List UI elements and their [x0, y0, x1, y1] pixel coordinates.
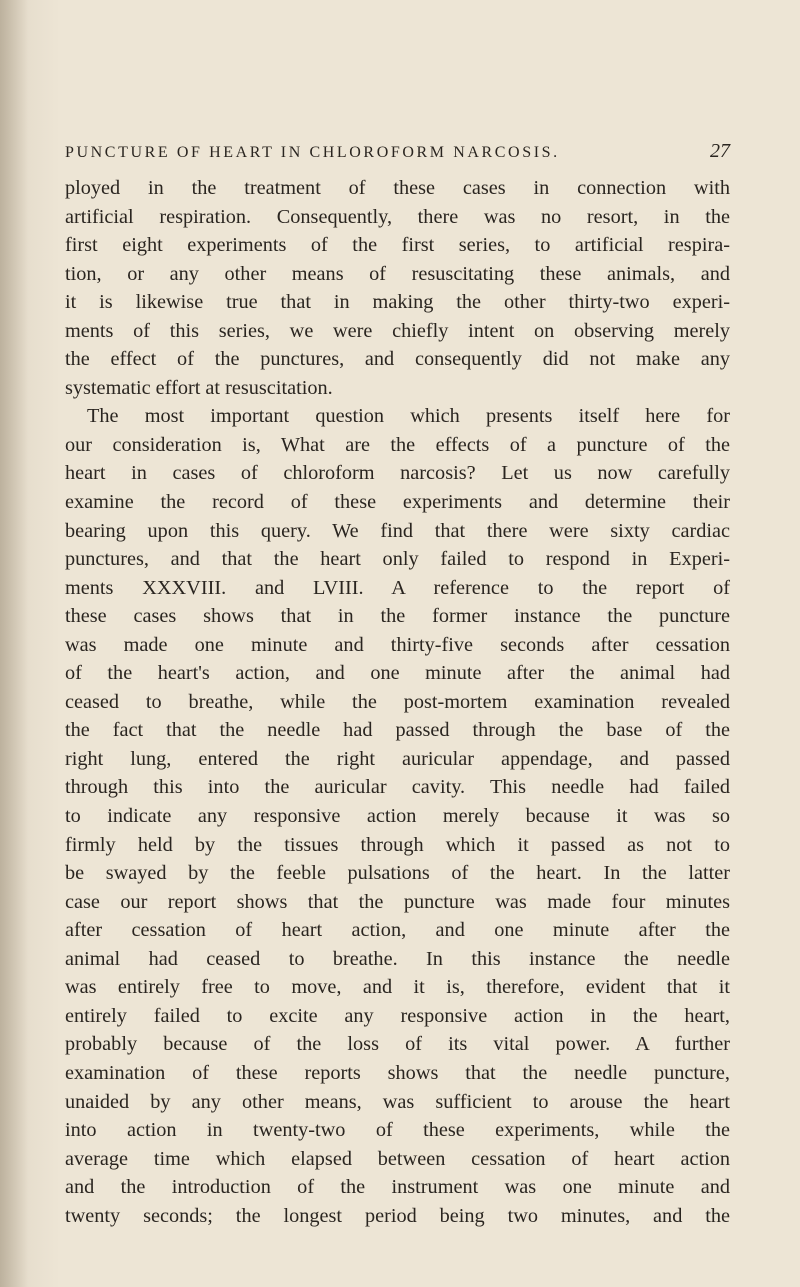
- text-line: was made one minute and thirty-five seconds after cessation: [65, 633, 730, 656]
- text-line: average time which elapsed between cessation of heart action: [65, 1147, 730, 1170]
- text-line: twenty seconds; the longest period being two minutes, and the: [65, 1204, 730, 1227]
- text-line: be swayed by the feeble pulsations of the heart. In the latter: [65, 862, 730, 885]
- text-line: to indicate any responsive action merely because it was so: [65, 805, 730, 828]
- text-line: artificial respiration. Consequently, there was no resort, in the: [65, 205, 730, 228]
- text-line: ments of this series, we were chiefly intent on observing merely: [65, 319, 730, 342]
- running-head: [65, 140, 730, 164]
- text-line: probably because of the loss of its vital power. A further: [65, 1033, 730, 1056]
- text-line: our consideration is, What are the effects of a puncture of the: [65, 433, 730, 456]
- text-line: case our report shows that the puncture was made four minutes: [65, 890, 730, 913]
- text-line: unaided by any other means, was sufficient to arouse the heart: [65, 1090, 730, 1113]
- text-line: tion, or any other means of resuscitating these animals, and: [65, 262, 730, 285]
- text-line: the effect of the punctures, and consequently did not make any: [65, 348, 730, 371]
- text-line: into action in twenty-two of these experiments, while the: [65, 1119, 730, 1142]
- body-text: [65, 174, 730, 1230]
- text-line: animal had ceased to breathe. In this instance the needle: [65, 947, 730, 970]
- text-line: and the introduction of the instrument was one minute and: [65, 1176, 730, 1199]
- text-line: punctures, and that the heart only failed to respond in Experi-: [65, 548, 730, 571]
- text-line: The most important question which presents itself here for: [87, 405, 730, 428]
- text-line: first eight experiments of the first series, to artificial respira-: [65, 234, 730, 257]
- text-line: of the heart's action, and one minute after the animal had: [65, 662, 730, 685]
- text-line: the fact that the needle had passed through the base of the: [65, 719, 730, 742]
- text-line: was entirely free to move, and it is, therefore, evident that it: [65, 976, 730, 999]
- text-line: through this into the auricular cavity. This needle had failed: [65, 776, 730, 799]
- text-line: these cases shows that in the former instance the puncture: [65, 605, 730, 628]
- text-line: heart in cases of chloroform narcosis? Let us now carefully: [65, 462, 730, 485]
- text-line: right lung, entered the right auricular appendage, and passed: [65, 747, 730, 770]
- text-line: after cessation of heart action, and one minute after the: [65, 919, 730, 942]
- text-line: it is likewise true that in making the other thirty-two experi-: [65, 291, 730, 314]
- text-line: systematic effort at resuscitation.: [65, 376, 333, 399]
- text-line: examine the record of these experiments and determine their: [65, 491, 730, 514]
- text-line: bearing upon this query. We find that there were sixty cardiac: [65, 519, 730, 542]
- text-line: ceased to breathe, while the post-mortem examination revealed: [65, 690, 730, 713]
- page-gutter-shadow: [0, 0, 28, 1287]
- text-line: entirely failed to excite any responsive action in the heart,: [65, 1004, 730, 1027]
- text-line: firmly held by the tissues through which it passed as not to: [65, 833, 730, 856]
- text-line: ments XXXVIII. and LVIII. A reference to the report of: [65, 576, 730, 599]
- text-line: examination of these reports shows that the needle puncture,: [65, 1061, 730, 1084]
- page-number: 27: [710, 140, 730, 162]
- running-head-title: PUNCTURE OF HEART IN CHLOROFORM NARCOSIS.: [65, 144, 560, 161]
- text-line: ployed in the treatment of these cases in connection with: [65, 177, 730, 199]
